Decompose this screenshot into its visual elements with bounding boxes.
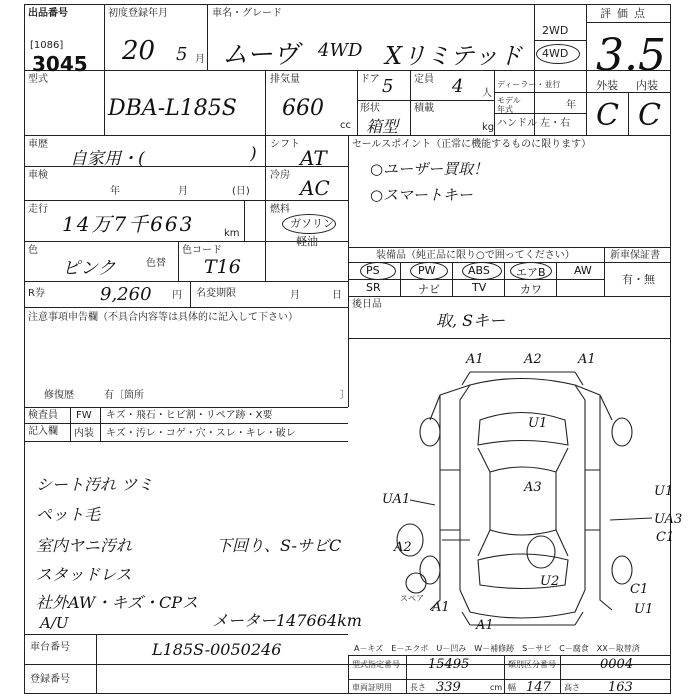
mark-roof: A3 — [524, 480, 542, 495]
mark-trunk: U2 — [540, 574, 560, 589]
model-grade: Xリミテッド — [385, 42, 523, 70]
width-value: 147 — [526, 680, 551, 695]
remark-2: ペット毛 — [36, 505, 101, 524]
type-value: DBA-L185S — [108, 96, 237, 121]
cc-value: 660 — [282, 96, 324, 121]
chassis-label: 車台番号 — [30, 642, 70, 653]
length-label: 長さ — [410, 683, 426, 692]
capacity-unit: 人 — [482, 88, 492, 99]
equipment-label: 装備品（純正品に限り○で囲ってください） — [376, 250, 575, 261]
fuel-gasoline: ガソリン — [290, 217, 334, 230]
shift-value: AT — [300, 146, 327, 170]
remark-1: シート汚れ ツミ — [36, 475, 154, 494]
capacity-value: 4 — [452, 76, 464, 97]
remark-5: スタッドレス — [36, 565, 132, 584]
history-close: ) — [250, 144, 257, 164]
fuel-light-oil: 軽油 — [296, 235, 318, 248]
type-cert-label: 型式指定番号 — [352, 660, 400, 669]
drive-2wd: 2WD — [542, 24, 569, 37]
mark-front-center: A2 — [524, 352, 542, 367]
model-year-label: モデル年式 — [497, 96, 521, 114]
mark-right-rear-1: UA3 — [654, 512, 683, 527]
recycle-value: 9,260 — [100, 284, 152, 305]
fw-items: キズ・飛石・ヒビ割・リペア跡・X要 — [106, 410, 273, 421]
inspector-label-1: 検査員 — [28, 410, 58, 421]
cert-label: 車両証明用 — [352, 683, 392, 692]
sales-points-label: セールスポイント（正常に機能するものに限ります） — [352, 139, 592, 150]
repair-close: 〕 — [340, 390, 350, 401]
shift-label: シフト — [270, 139, 300, 150]
inspection-label: 車検 — [28, 170, 48, 181]
color-change-label: 色替 — [146, 258, 166, 269]
model-grade-label: 車名・グレード — [212, 8, 282, 19]
equip-tv: TV — [472, 281, 487, 294]
remark-7: A/U — [40, 614, 69, 632]
doors-value: 5 — [382, 76, 394, 97]
length-value: 339 — [436, 680, 461, 695]
inspection-day: (日) — [232, 186, 250, 197]
color-code-value: T16 — [204, 256, 241, 278]
mileage-value: 14万7千663 — [62, 212, 195, 236]
inspector-label-2: 記入欄 — [28, 426, 58, 437]
shape-label: 形状 — [360, 103, 380, 114]
exterior-grade: C — [596, 98, 619, 133]
cc-unit: cc — [340, 120, 351, 131]
cc-label: 排気量 — [270, 74, 300, 85]
class-value: 0004 — [600, 657, 634, 672]
remark-8: メーター147664km — [212, 611, 362, 630]
lot-label: 出品番号 — [28, 8, 68, 19]
repair-value: 有〔箇所 — [104, 390, 144, 401]
notes-label: 注意事項申告欄（不具合内容等は具体的に記入して下さい） — [28, 312, 298, 323]
remark-4: 下回り、S-サビC — [216, 536, 342, 555]
month-unit: 月 — [195, 54, 205, 65]
type-label: 型式 — [28, 74, 48, 85]
load-label: 積載 — [414, 103, 434, 114]
aircon-label: 冷房 — [270, 170, 290, 181]
year-unit: 年 — [566, 100, 576, 111]
color-code-label: 色コード — [182, 245, 222, 256]
interior-label: 内装 — [636, 79, 658, 92]
score-label: 評価点 — [600, 7, 651, 20]
sales-point-1: ○ユーザー買取！ — [370, 160, 489, 178]
exterior-label: 外装 — [596, 79, 618, 92]
mark-rear-right-2: U1 — [634, 602, 654, 617]
equip-pw: PW — [418, 264, 436, 277]
fuel-label: 燃料 — [270, 204, 290, 215]
repair-label: 修復歴 — [44, 390, 74, 401]
mark-front-left: A1 — [466, 352, 484, 367]
score-value: 3.5 — [596, 30, 666, 81]
height-value: 163 — [608, 680, 633, 695]
history-label: 車歴 — [28, 139, 48, 150]
sales-point-2: ○スマートキー — [370, 186, 473, 204]
interior-insp-label: 内装 — [74, 428, 94, 439]
width-label: 幅 — [508, 683, 516, 692]
mark-hood: U1 — [528, 416, 548, 431]
mark-rear-bumper: A1 — [476, 618, 494, 633]
equip-aw: AW — [574, 264, 592, 277]
equip-ps: PS — [366, 264, 380, 277]
first-reg-year: 20 — [122, 36, 156, 66]
mileage-label: 走行 — [28, 204, 48, 215]
car-diagram — [397, 372, 632, 625]
mark-rear-left: A1 — [432, 600, 450, 615]
color-value: ピンク — [62, 258, 116, 279]
recycle-unit: 円 — [172, 290, 182, 301]
mileage-unit: km — [224, 228, 240, 239]
first-reg-label: 初度登録年月 — [108, 8, 168, 19]
fw-label: FW — [76, 410, 92, 421]
remark-3: 室内ヤニ汚れ — [36, 536, 133, 555]
mark-right-door: U1 — [654, 484, 674, 499]
lot-number: 3045 — [32, 52, 88, 76]
name-change-month: 月 — [290, 290, 300, 301]
inspection-month: 月 — [178, 186, 188, 197]
lot-small-number: [1086] — [30, 40, 64, 51]
spare-label: スペア — [400, 594, 424, 603]
name-change-day: 日 — [332, 290, 342, 301]
inspection-year: 年 — [110, 186, 120, 197]
length-unit: cm — [490, 683, 503, 692]
drive-4wd: 4WD — [542, 47, 569, 60]
aircon-value: AC — [300, 176, 330, 200]
type-cert-value: 15495 — [428, 657, 470, 672]
interior-grade: C — [638, 98, 661, 133]
diagram-legend: A－キズ E－エクボ U－凹み W－補修跡 S－サビ C－腐食 XX－取替済 — [354, 644, 640, 653]
mark-left-door: UA1 — [382, 492, 411, 507]
mark-front-right: A1 — [578, 352, 596, 367]
first-reg-month: 5 — [176, 44, 188, 65]
rear-seat-label: 後日品 — [352, 299, 382, 310]
doors-label: ドア — [360, 74, 380, 85]
dealer-label: ディーラー・並行 — [497, 80, 561, 89]
equip-airbag: エアB — [516, 266, 546, 279]
chassis-value: L185S-0050246 — [152, 640, 282, 659]
mark-right-rear-2: C1 — [656, 530, 675, 545]
color-label: 色 — [28, 245, 38, 256]
equip-abs: ABS — [468, 264, 490, 277]
shape-value: 箱型 — [366, 117, 399, 136]
equip-leather: カワ — [520, 283, 542, 296]
handle-label: ハンドル 左・右 — [497, 118, 571, 129]
class-label: 類別区分番号 — [508, 660, 556, 669]
remark-6: 社外AW・キズ・CPス — [36, 593, 199, 612]
height-label: 高さ — [564, 683, 580, 692]
capacity-label: 定員 — [414, 74, 434, 85]
rear-seat-value: 取, Sキー — [436, 311, 506, 330]
model-4wd: 4WD — [318, 40, 363, 61]
load-unit: kg — [482, 122, 495, 133]
warranty-label: 新車保証書 — [610, 250, 660, 261]
recycle-label: R券 — [28, 288, 45, 299]
mark-rear-right-1: C1 — [630, 582, 649, 597]
registration-label: 登録番号 — [30, 674, 70, 685]
equip-navi: ナビ — [418, 283, 440, 296]
mark-left-rear: A2 — [394, 540, 412, 555]
equip-sr: SR — [366, 281, 381, 294]
name-change-label: 名変期限 — [196, 288, 236, 299]
interior-insp-items: キズ・汚レ・コゲ・穴・スレ・キレ・破レ — [106, 428, 296, 439]
history-value: 自家用・( — [70, 149, 145, 169]
warranty-value: 有・無 — [622, 273, 655, 286]
model-name: ムーヴ — [222, 40, 299, 70]
